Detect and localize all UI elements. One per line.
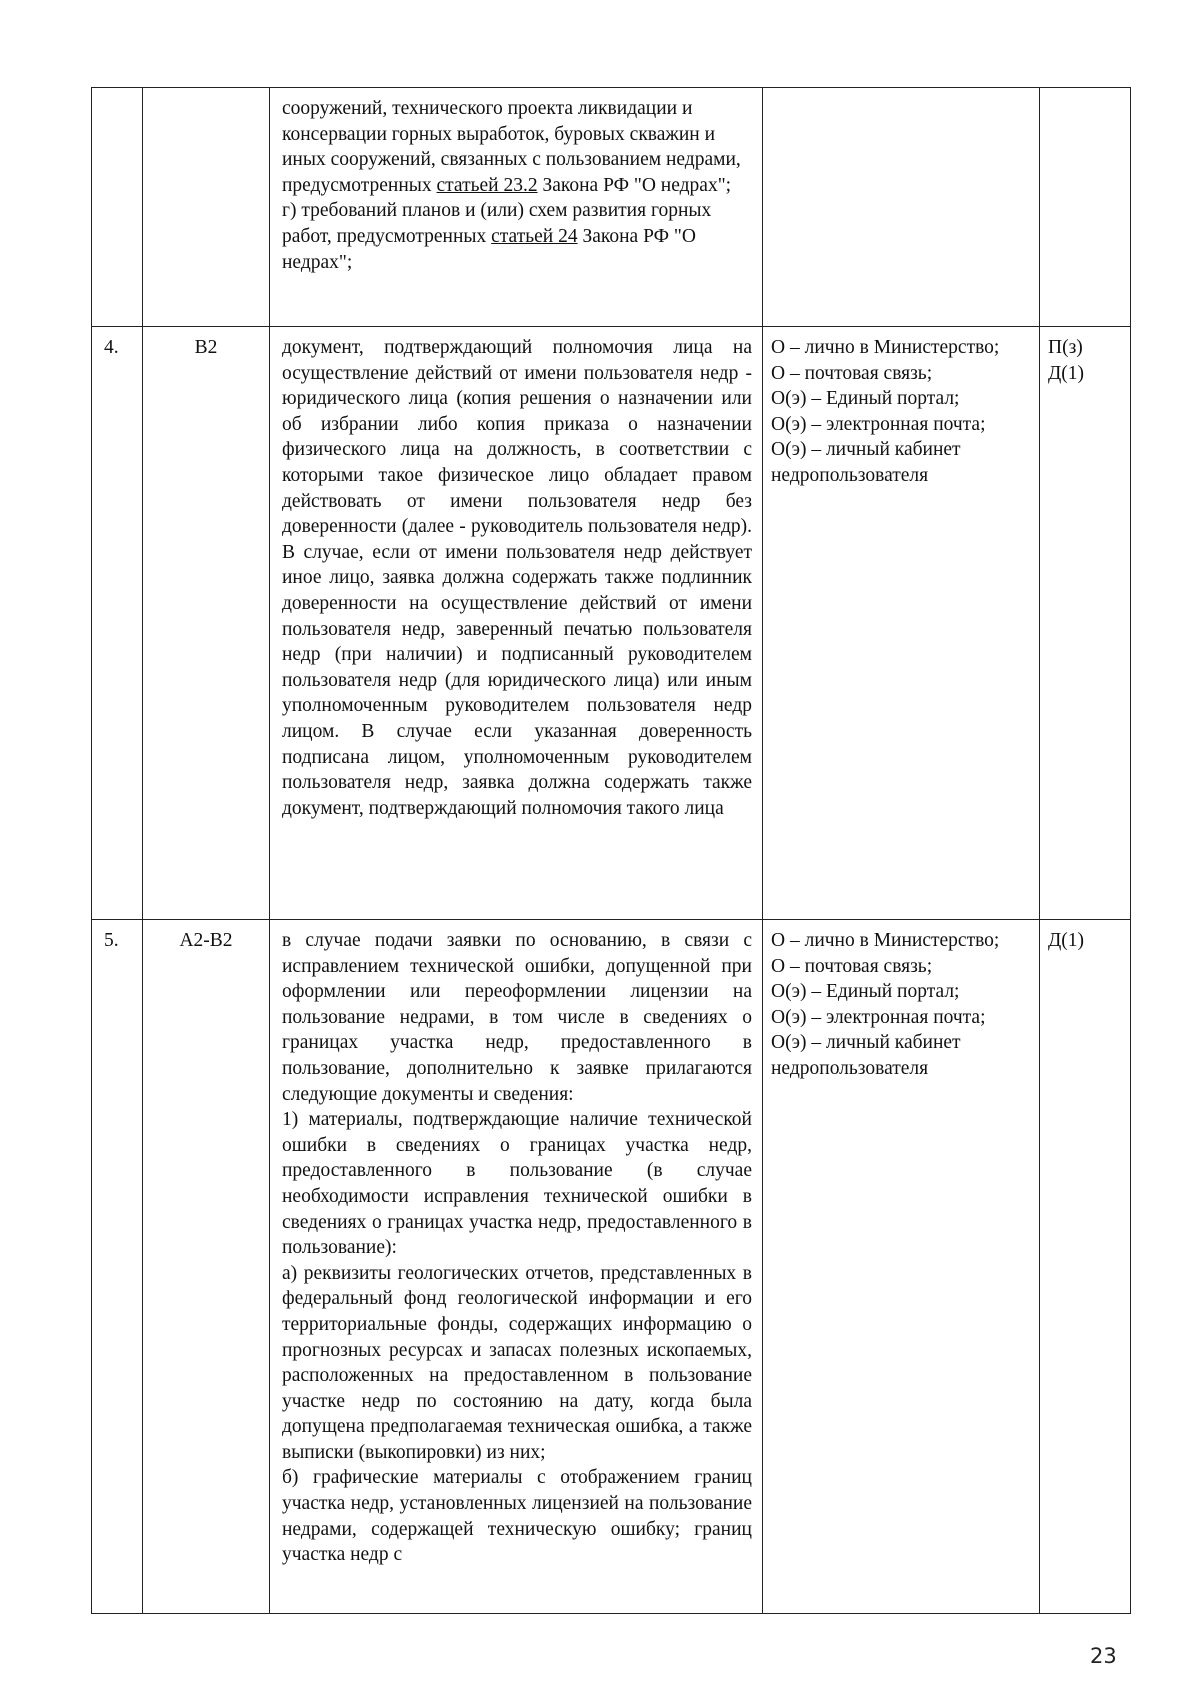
row-content-cell — [270, 327, 763, 920]
document-type — [1048, 335, 1122, 386]
row-content-cell — [270, 88, 763, 327]
content-text: г) требований планов и (или) схем развития горных работ, предусмотренных — [282, 200, 712, 247]
table-row — [92, 327, 1131, 920]
content-text: б) графические материалы с отображением границ участка недр, установленных лицензией на пользование недрами, содержащей техническую ошибку; границ участка недр с — [282, 1467, 752, 1566]
law-article-link[interactable]: статьей 23.2 — [436, 174, 538, 196]
document-type-code: Д(1) — [1048, 930, 1085, 951]
page-number: 23 — [1090, 1644, 1117, 1668]
submission-method-item: О – лично в Министерство; — [771, 337, 1000, 358]
row-type-cell — [1040, 327, 1131, 920]
submission-method-item: О(э) – электронная почта; — [771, 1006, 986, 1028]
row-content-cell — [270, 920, 763, 1614]
row-number-cell — [92, 88, 143, 327]
submission-methods — [771, 928, 1035, 1082]
content-paragraph — [282, 928, 752, 1107]
row-methods-cell — [763, 920, 1040, 1614]
row-number-cell: 4. — [92, 327, 143, 920]
row-methods-cell — [763, 327, 1040, 920]
content-text: в случае подачи заявки по основанию, в связи с исправлением технической ошибки, допущенной при оформлении или переоформлении лицензии на пользование недрами, в том числе в сведениях о границах участка недр, предоставленного в пользование, дополнительно к заявке прилагаются следующие документы и сведения: — [282, 930, 752, 1105]
content-paragraph — [282, 1465, 752, 1567]
law-article-link[interactable]: статьей 24 — [491, 225, 578, 247]
submission-method-item: О(э) – личный кабинет недропользователя — [771, 439, 961, 486]
content-text: документ, подтверждающий полномочия лица на осуществление действий от имени пользователя недр - юридического лица (копия решения о назначении или об избрании либо копия приказа о назначении физического лица на должность, в соответствии с которыми такое физическое лицо обладает правом действовать от имени пользователя недр без доверенности (далее - руководитель пользователя недр). В случае, если от имени пользователя недр действует иное лицо, заявка должна содержать также подлинник доверенности на осуществление действий от имени пользователя недр, заверенный печатью пользователя недр (при наличии) и подписанный руководителем пользователя недр (для юридического лица) или иным уполномоченным руководителем пользователя недр лицом. В случае если указанная доверенность подписана лицом, уполномоченным руководителем пользователя недр, заявка должна содержать также документ, подтверждающий полномочия такого лица — [282, 337, 752, 819]
content-paragraph — [282, 335, 752, 821]
content-text: Закона РФ "О недрах"; — [282, 225, 696, 273]
document-type — [1048, 928, 1122, 954]
row-type-cell — [1040, 920, 1131, 1614]
content-text: сооружений, технического проекта ликвидации и консервации горных выработок, буровых скважин и иных сооружений, связанных с пользованием недрами, предусмотренных — [282, 98, 741, 196]
row-code-cell: А2-В2 — [143, 920, 270, 1614]
content-paragraph — [282, 198, 752, 275]
submission-method-item: О – почтовая связь; — [771, 955, 933, 977]
content-paragraphs — [282, 928, 752, 1568]
submission-method-item: О – лично в Министерство; — [771, 930, 1000, 951]
submission-method-item: О(э) – Единый портал; — [771, 388, 960, 410]
row-type-cell — [1040, 88, 1131, 327]
submission-method-item: О(э) – электронная почта; — [771, 413, 986, 435]
submission-method-item: О(э) – личный кабинет недропользователя — [771, 1032, 961, 1079]
table-row — [92, 920, 1131, 1614]
row-code-cell — [143, 88, 270, 327]
content-text: 1) материалы, подтверждающие наличие технической ошибки в сведениях о границах участка недр, предоставленного в пользование (в случае необходимости исправления технической ошибки в сведениях о границах участка недр, предоставленного в пользование): — [282, 1109, 752, 1259]
row-code-cell: В2 — [143, 327, 270, 920]
document-type-code: Д(1) — [1048, 362, 1085, 384]
content-paragraph — [282, 96, 752, 198]
submission-methods — [771, 335, 1035, 489]
content-text: Закона РФ "О недрах"; — [537, 174, 732, 196]
table-body — [92, 88, 1131, 1614]
submission-method-item: О – почтовая связь; — [771, 362, 933, 384]
content-paragraph — [282, 1107, 752, 1261]
requirements-table — [91, 87, 1131, 1614]
row-number-cell: 5. — [92, 920, 143, 1614]
document-type-code: П(з) — [1048, 337, 1083, 358]
content-paragraph — [282, 1261, 752, 1466]
submission-method-item: О(э) – Единый портал; — [771, 981, 960, 1003]
content-paragraphs — [282, 335, 752, 821]
table-row — [92, 88, 1131, 327]
content-text: а) реквизиты геологических отчетов, представленных в федеральный фонд геологической информации и его территориальные фонды, содержащих информацию о прогнозных ресурсах и запасах полезных ископаемых, расположенных на предоставленном в пользование участке недр по состоянию на дату, когда была допущена предполагаемая техническая ошибка, а также выписки (выкопировки) из них; — [282, 1262, 752, 1463]
row-methods-cell — [763, 88, 1040, 327]
content-paragraphs — [282, 96, 752, 275]
